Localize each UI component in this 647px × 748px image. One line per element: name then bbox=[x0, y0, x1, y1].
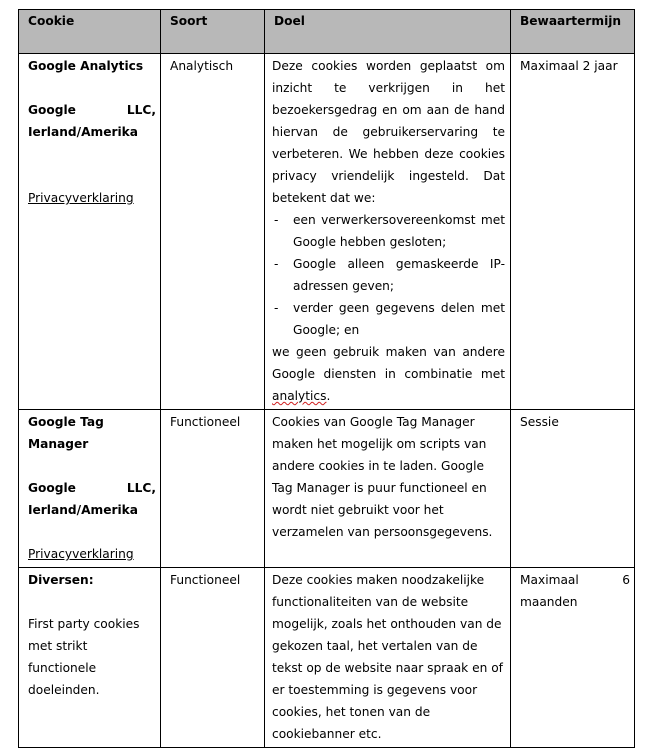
cookie-table bbox=[18, 9, 635, 748]
list-item: - een verwerkersovereenkomst met Google hebben gesloten; bbox=[272, 209, 505, 253]
cookie-provider: Google LLC, bbox=[28, 481, 156, 495]
purpose-cell bbox=[265, 54, 511, 410]
spellcheck-word: analytics bbox=[272, 389, 327, 403]
cookie-name: Diversen: bbox=[28, 573, 94, 587]
purpose-text: Deze cookies worden geplaatst om inzicht te verkrijgen in het bezoekersgedrag en om aan de hand hiervan de gebruikerservaring te verbeteren. We hebben deze cookies privacy vriendelijk ingesteld. Dat betekent dat we: bbox=[272, 59, 505, 205]
column-header-doel: Doel bbox=[265, 10, 511, 54]
table-row bbox=[19, 410, 635, 568]
cookie-description: First party cookies met strikt functionele doeleinden. bbox=[28, 617, 140, 697]
cookie-cell bbox=[19, 568, 161, 748]
table-row bbox=[19, 568, 635, 748]
retention-cell: Maximaal 6 maanden bbox=[511, 568, 635, 748]
purpose-cell: Deze cookies maken noodzakelijke functionaliteiten van de website mogelijk, zoals het onthouden van de gekozen taal, het vertalen van de tekst op de website naar spraak en of er toestemming is gegevens voor cookies, het tonen van de cookiebanner etc. bbox=[265, 568, 511, 748]
cookie-name: Google Tag Manager bbox=[28, 415, 104, 451]
list-item: - verder geen gegevens delen met Google; en bbox=[272, 297, 505, 341]
purpose-cell: Cookies van Google Tag Manager maken het mogelijk om scripts van andere cookies in te laden. Google Tag Manager is puur functioneel en wordt niet gebruikt voor het verzamelen van persoonsgegevens. bbox=[265, 410, 511, 568]
cookie-cell: Google Analytics Google LLC, Ierland/Amerika Privacyverklaring bbox=[19, 54, 161, 410]
retention-cell: Sessie bbox=[511, 410, 635, 568]
type-cell: Functioneel bbox=[161, 568, 265, 748]
cookie-cell: Google Tag Manager Google LLC, Ierland/Amerika Privacyverklaring bbox=[19, 410, 161, 568]
privacy-link[interactable]: Privacyverklaring bbox=[28, 547, 134, 561]
type-cell: Functioneel bbox=[161, 410, 265, 568]
retention-cell: Maximaal 2 jaar bbox=[511, 54, 635, 410]
purpose-list bbox=[272, 209, 505, 341]
list-item: - Google alleen gemaskeerde IP-adressen geven; bbox=[272, 253, 505, 297]
purpose-outro: we geen gebruik maken van andere Google diensten in combinatie met analytics. bbox=[272, 345, 505, 403]
table-header-row bbox=[19, 10, 635, 54]
cookie-provider: Google LLC, bbox=[28, 103, 156, 117]
column-header-bewaartermijn: Bewaartermijn bbox=[511, 10, 635, 54]
column-header-cookie: Cookie bbox=[19, 10, 161, 54]
privacy-link[interactable]: Privacyverklaring bbox=[28, 191, 134, 205]
table-row bbox=[19, 54, 635, 410]
type-cell: Analytisch bbox=[161, 54, 265, 410]
cookie-name: Google Analytics bbox=[28, 59, 144, 73]
column-header-soort: Soort bbox=[161, 10, 265, 54]
